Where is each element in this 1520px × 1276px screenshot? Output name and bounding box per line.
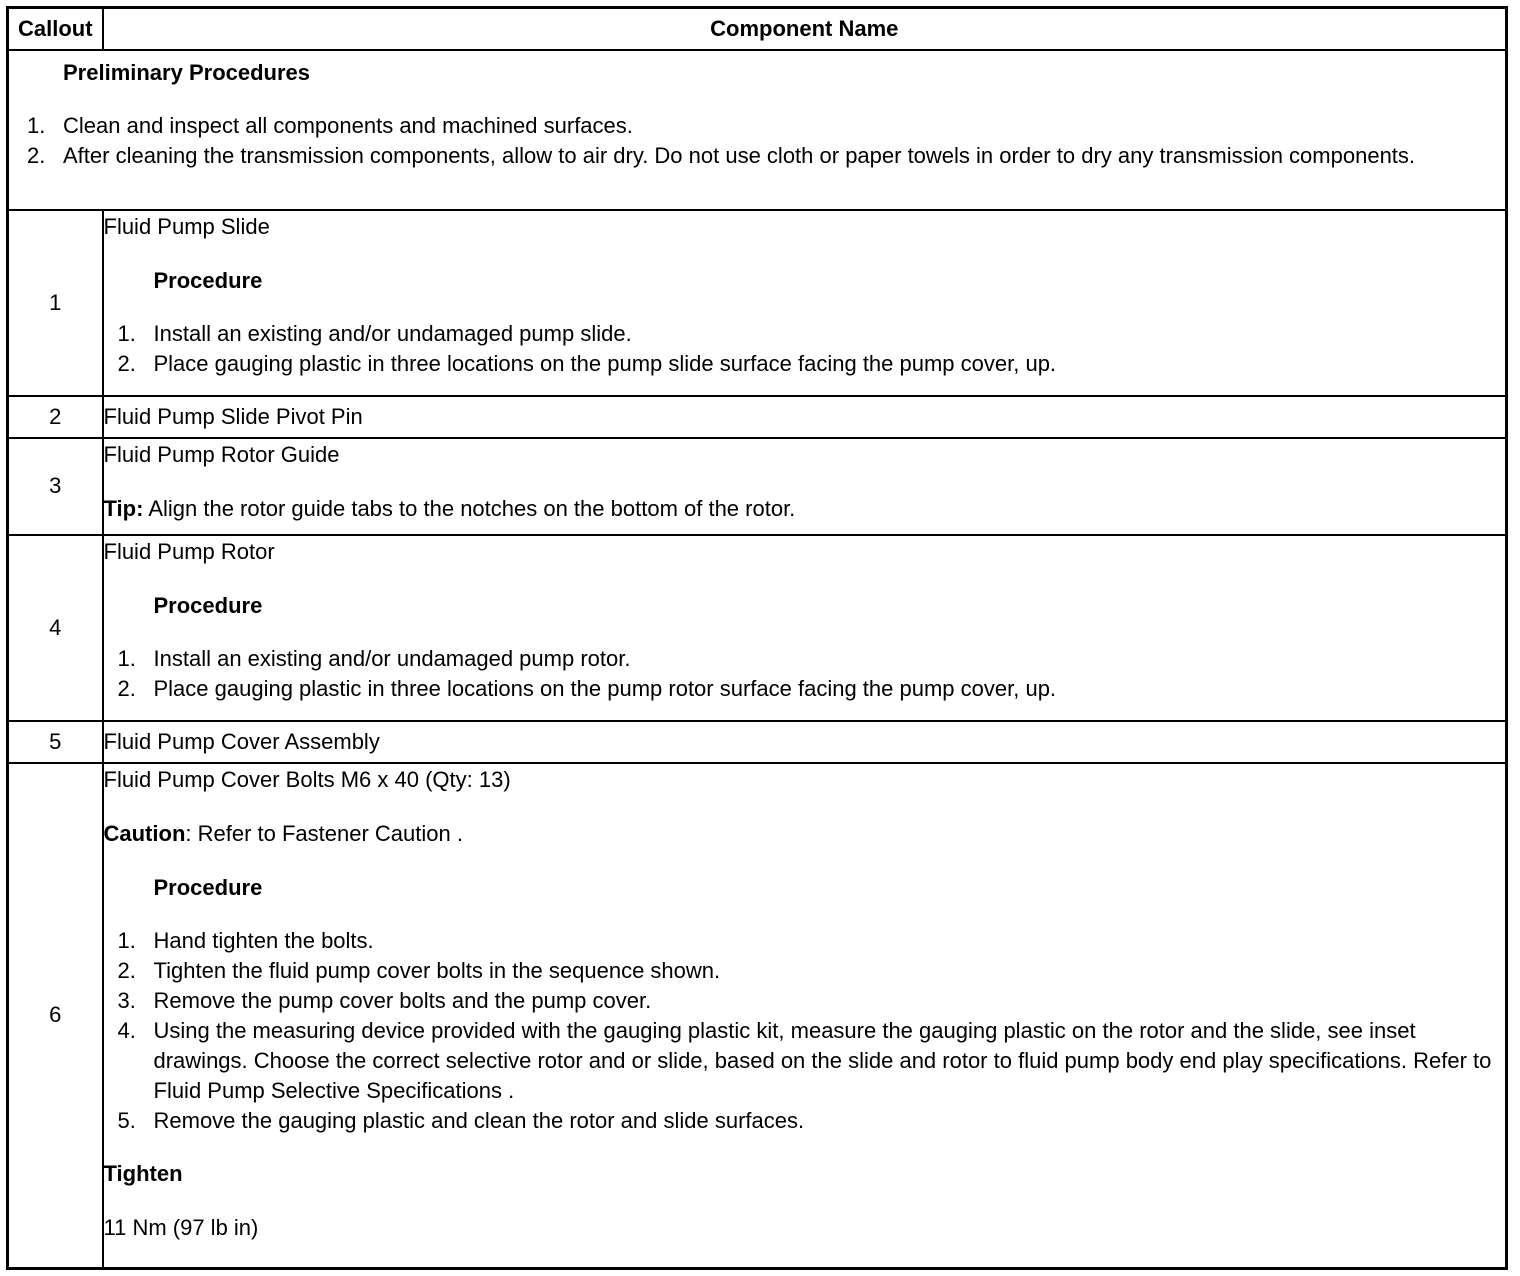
list-item: 4. Using the measuring device provided with the gauging plastic kit, measure the gauging plastic on the rotor and the slide, see inset drawings. Choose the correct selective rotor and or slide, based on the slide and rotor to fluid pump body end play specifications. Refer to Fluid Pump Selective Specifications . bbox=[117, 1017, 1492, 1103]
torque-value: 11 Nm (97 lb in) bbox=[103, 1214, 259, 1240]
callout-1: 1 bbox=[8, 210, 103, 396]
callout-4: 4 bbox=[8, 535, 103, 721]
component-name: Fluid Pump Cover Assembly bbox=[103, 728, 380, 754]
component-cell-5 bbox=[103, 721, 1507, 763]
preliminary-title: Preliminary Procedures bbox=[63, 59, 311, 85]
caution-label: Caution bbox=[103, 820, 186, 846]
component-name: Fluid Pump Rotor bbox=[103, 538, 275, 564]
list-item: 2. Place gauging plastic in three locations on the pump slide surface facing the pump cover, up. bbox=[117, 350, 1057, 376]
tip-note bbox=[104, 493, 1506, 525]
preliminary-procedures bbox=[8, 50, 1507, 210]
table-header-row bbox=[8, 8, 1507, 50]
table-row bbox=[8, 535, 1507, 721]
list-item: 1. Install an existing and/or undamaged pump slide. bbox=[117, 320, 632, 346]
component-cell-6 bbox=[103, 763, 1507, 1269]
procedure-heading: Procedure bbox=[153, 267, 263, 293]
list-item: 2. Place gauging plastic in three locations on the pump rotor surface facing the pump cover, up. bbox=[117, 675, 1057, 701]
tighten-heading: Tighten bbox=[103, 1160, 183, 1186]
list-item: 1. Install an existing and/or undamaged pump rotor. bbox=[117, 645, 631, 671]
procedure-heading: Procedure bbox=[153, 592, 263, 618]
callout-2: 2 bbox=[8, 396, 103, 438]
table-row bbox=[8, 763, 1507, 1269]
preliminary-row bbox=[8, 50, 1507, 210]
callout-5: 5 bbox=[8, 721, 103, 763]
table-row bbox=[8, 438, 1507, 535]
table-row bbox=[8, 721, 1507, 763]
component-name: Fluid Pump Rotor Guide bbox=[103, 441, 340, 467]
procedure-steps bbox=[104, 644, 1506, 704]
caution-text: : Refer to Fastener Caution . bbox=[185, 820, 463, 846]
component-name-header: Component Name bbox=[103, 8, 1507, 50]
list-item: 5. Remove the gauging plastic and clean the rotor and slide surfaces. bbox=[117, 1107, 805, 1133]
list-item: 3. Remove the pump cover bolts and the pump cover. bbox=[117, 987, 652, 1013]
table-row bbox=[8, 396, 1507, 438]
callout-header: Callout bbox=[8, 8, 103, 50]
list-item: 2. After cleaning the transmission components, allow to air dry. Do not use cloth or paper towels in order to dry any transmission components. bbox=[27, 142, 1416, 168]
callout-6: 6 bbox=[8, 763, 103, 1269]
caution-note bbox=[104, 818, 1506, 850]
preliminary-steps bbox=[9, 111, 1505, 171]
list-item: 1. Clean and inspect all components and machined surfaces. bbox=[27, 112, 633, 138]
component-name: Fluid Pump Slide bbox=[103, 213, 270, 239]
component-name: Fluid Pump Slide Pivot Pin bbox=[103, 403, 363, 429]
procedure-steps bbox=[104, 319, 1506, 379]
component-cell-4 bbox=[103, 535, 1507, 721]
procedure-steps bbox=[104, 926, 1506, 1136]
component-cell-2 bbox=[103, 396, 1507, 438]
component-table bbox=[6, 6, 1508, 1270]
procedure-heading: Procedure bbox=[153, 874, 263, 900]
list-item: 1. Hand tighten the bolts. bbox=[117, 927, 374, 953]
table-row bbox=[8, 210, 1507, 396]
component-name: Fluid Pump Cover Bolts M6 x 40 (Qty: 13) bbox=[103, 766, 511, 792]
tip-label: Tip: bbox=[103, 495, 144, 521]
component-cell-3 bbox=[103, 438, 1507, 535]
tip-text: Align the rotor guide tabs to the notches on the bottom of the rotor. bbox=[143, 495, 796, 521]
callout-3: 3 bbox=[8, 438, 103, 535]
component-cell-1 bbox=[103, 210, 1507, 396]
list-item: 2. Tighten the fluid pump cover bolts in the sequence shown. bbox=[117, 957, 721, 983]
